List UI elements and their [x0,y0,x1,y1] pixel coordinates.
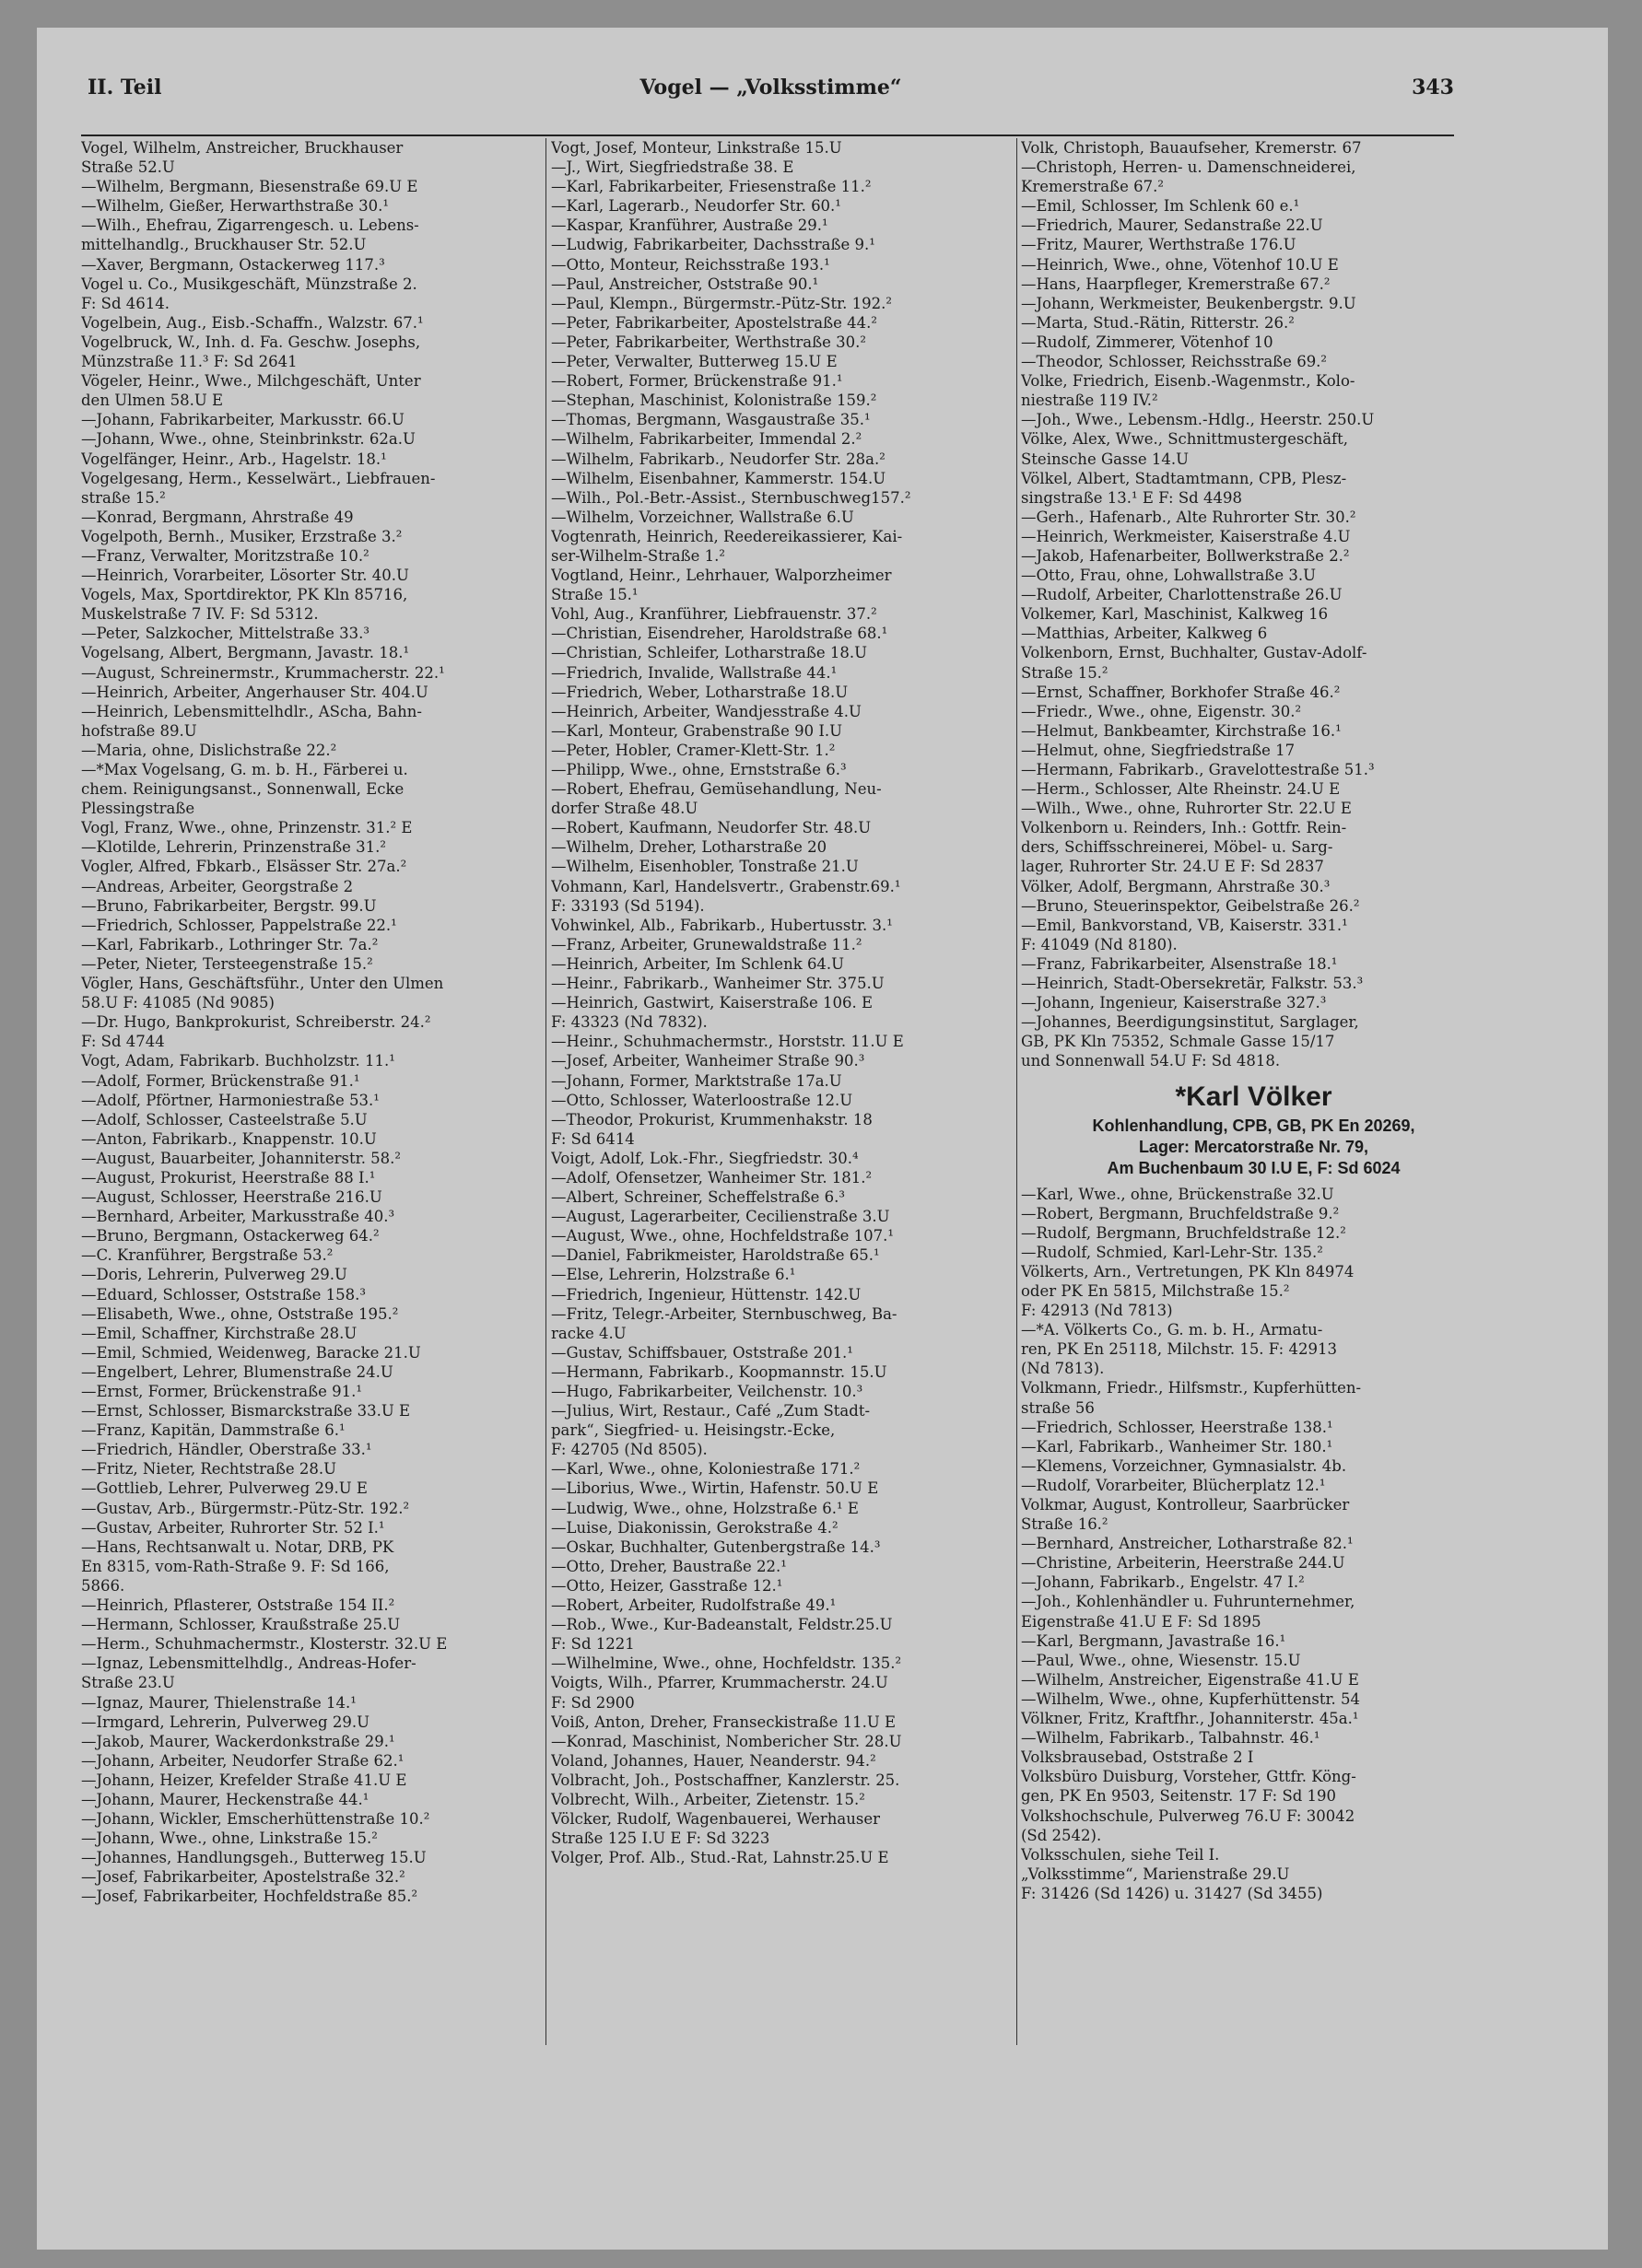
directory-line: —Robert, Kaufmann, Neudorfer Str. 48.U [551,819,872,837]
directory-line: dorfer Straße 48.U [551,800,698,818]
directory-line: —Theodor, Prokurist, Krummenhakstr. 18 [551,1110,873,1128]
directory-line: F: 42913 (Nd 7813) [1021,1302,1173,1320]
directory-line: —Adolf, Schlosser, Casteelstraße 5.U [81,1110,368,1128]
directory-line: —Heinrich, Wwe., ohne, Vötenhof 10.U E [1021,255,1339,274]
directory-line: —Emil, Schlosser, Im Schlenk 60 e.¹ [1021,197,1300,216]
directory-line: —Peter, Fabrikarbeiter, Werthstraße 30.² [551,333,866,351]
directory-line: —Ludwig, Wwe., ohne, Holzstraße 6.¹ E [551,1499,859,1517]
column-2 [551,138,1007,1867]
directory-line: —Wilhelm, Wwe., ohne, Kupferhüttenstr. 54 [1021,1689,1361,1708]
directory-line: —Johann, Former, Marktstraße 17a.U [551,1071,842,1090]
directory-line: —Friedrich, Schlosser, Pappelstraße 22.¹ [81,916,397,934]
directory-line: Vögler, Hans, Geschäftsführ., Unter den Ulmen [81,975,444,993]
directory-line: —Friedr., Wwe., ohne, Eigenstr. 30.² [1021,702,1302,720]
directory-line: —Robert, Former, Brückenstraße 91.¹ [551,372,843,391]
directory-line: Volk, Christoph, Bauaufseher, Kremerstr. 67 [1021,139,1362,157]
directory-line: —Hans, Rechtsanwalt u. Notar, DRB, PK [81,1537,394,1556]
directory-line: F: Sd 6414 [551,1129,635,1148]
directory-line: —Johann, Wwe., ohne, Linkstraße 15.² [81,1830,378,1848]
directory-line: 5866. [81,1576,125,1595]
directory-line: —Franz, Arbeiter, Grunewaldstraße 11.² [551,935,862,953]
directory-line: Volksbrausebad, Oststraße 2 I [1021,1748,1254,1767]
directory-line: Volkmann, Friedr., Hilfsmstr., Kupferhütten- [1021,1379,1362,1397]
directory-line: —Konrad, Maschinist, Nombericher Str. 28.U [551,1732,902,1750]
header-rule [81,134,1454,136]
directory-line: —Johann, Maurer, Heckenstraße 44.¹ [81,1790,369,1808]
directory-line: Straße 16.² [1021,1515,1108,1534]
directory-line: ren, PK En 25118, Milchstr. 15. F: 42913 [1021,1340,1337,1359]
directory-line: Vogtland, Heinr., Lehrhauer, Walporzheimer [551,567,892,585]
directory-line: —Herm., Schlosser, Alte Rheinstr. 24.U E [1021,780,1341,799]
directory-line: —Albert, Schreiner, Scheffelstraße 6.³ [551,1188,845,1207]
directory-line: —Wilhelm, Fabrikarb., Talbahnstr. 46.¹ [1021,1729,1320,1748]
directory-line: —Franz, Kapitän, Dammstraße 6.¹ [81,1421,346,1440]
directory-line: —Wilhelm, Bergmann, Biesenstraße 69.U E [81,178,418,196]
directory-line: —*Max Vogelsang, G. m. b. H., Färberei u. [81,761,408,778]
ad-line: Lager: Mercatorstraße Nr. 79, [1138,1137,1369,1156]
directory-line: —Xaver, Bergmann, Ostackerweg 117.³ [81,255,385,274]
directory-line: —Robert, Arbeiter, Rudolfstraße 49.¹ [551,1596,837,1615]
directory-line: —Josef, Fabrikarbeiter, Hochfeldstraße 85.² [81,1888,418,1906]
directory-line: —Peter, Verwalter, Butterweg 15.U E [551,353,838,371]
directory-line: singstraße 13.¹ E F: Sd 4498 [1021,488,1242,507]
directory-line: —Josef, Arbeiter, Wanheimer Straße 90.³ [551,1052,865,1070]
directory-line: —Heinrich, Lebensmittelhdlr., AScha, Bahn- [81,702,422,720]
directory-line: —Konrad, Bergmann, Ahrstraße 49 [81,508,354,526]
directory-line: —Friedrich, Weber, Lotharstraße 18.U [551,683,849,701]
column-divider [1016,138,1017,2045]
directory-line: Vogels, Max, Sportdirektor, PK Kln 85716, [81,586,408,604]
directory-line: —Friedrich, Schlosser, Heerstraße 138.¹ [1021,1418,1333,1436]
directory-line: —Ernst, Schaffner, Borkhofer Straße 46.² [1021,683,1341,701]
directory-line: oder PK En 5815, Milchstraße 15.² [1021,1281,1290,1300]
directory-line: —Gerh., Hafenarb., Alte Ruhrorter Str. 30.² [1021,508,1356,526]
directory-line: F: 41049 (Nd 8180). [1021,935,1178,953]
directory-line: —Peter, Salzkocher, Mittelstraße 33.³ [81,625,370,643]
directory-line: F: 31426 (Sd 1426) u. 31427 (Sd 3455) [1021,1884,1323,1902]
directory-line: —Karl, Fabrikarbeiter, Friesenstraße 11.² [551,178,872,196]
directory-line: —Emil, Schmied, Weidenweg, Baracke 21.U [81,1343,421,1362]
directory-line: —Robert, Ehefrau, Gemüsehandlung, Neu- [551,780,882,799]
directory-line: —Adolf, Ofensetzer, Wanheimer Str. 181.² [551,1168,873,1187]
directory-line: —Karl, Wwe., ohne, Koloniestraße 171.² [551,1460,861,1479]
directory-line: —Wilhelmine, Wwe., ohne, Hochfeldstr. 135.² [551,1654,902,1673]
directory-line: F: Sd 4744 [81,1033,165,1051]
directory-line: —Herm., Schuhmachermstr., Klosterstr. 32.U E [81,1635,448,1654]
directory-line: Volke, Friedrich, Eisenb.-Wagenmstr., Kolo- [1021,372,1355,391]
directory-line: Kremerstraße 67.² [1021,178,1164,196]
directory-line: —Rudolf, Zimmerer, Vötenhof 10 [1021,333,1273,351]
directory-line: Vogt, Adam, Fabrikarb. Buchholzstr. 11.¹ [81,1052,395,1070]
directory-line: —Wilh., Wwe., ohne, Ruhrorter Str. 22.U E [1021,800,1352,818]
directory-line: F: 33193 (Sd 5194). [551,896,705,915]
directory-line: —Theodor, Schlosser, Reichsstraße 69.² [1021,353,1328,371]
directory-line: —Ignaz, Maurer, Thielenstraße 14.¹ [81,1693,357,1712]
directory-line: —Gottlieb, Lehrer, Pulverweg 29.U E [81,1479,368,1498]
directory-line: —Heinrich, Gastwirt, Kaiserstraße 106. E [551,994,874,1012]
directory-line: —Bruno, Bergmann, Ostackerweg 64.² [81,1227,380,1245]
directory-line: —Wilh., Ehefrau, Zigarrengesch. u. Lebens- [81,216,419,235]
directory-line: —Otto, Monteur, Reichsstraße 193.¹ [551,255,830,274]
directory-line: —Johann, Werkmeister, Beukenbergstr. 9.U [1021,294,1356,312]
directory-line: —Johann, Wickler, Emscherhüttenstraße 10.² [81,1810,430,1829]
column-1 [81,138,537,1907]
directory-line: Völkerts, Arn., Vertretungen, PK Kln 84974 [1021,1262,1355,1280]
directory-line: Straße 15.² [1021,663,1108,682]
directory-line: niestraße 119 IV.² [1021,392,1158,410]
directory-line: Völke, Alex, Wwe., Schnittmustergeschäft, [1021,430,1349,449]
directory-line: —August, Lagerarbeiter, Cecilienstraße 3.U [551,1208,890,1226]
directory-line: —Jakob, Maurer, Wackerdonkstraße 29.¹ [81,1732,395,1750]
directory-line: —Heinrich, Arbeiter, Wandjesstraße 4.U [551,702,862,720]
column-3 [1021,138,1486,1903]
directory-line: —Wilhelm, Fabrikarb., Neudorfer Str. 28a.² [551,450,886,468]
directory-line: —Franz, Verwalter, Moritzstraße 10.² [81,546,369,565]
directory-line: —August, Prokurist, Heerstraße 88 I.¹ [81,1168,376,1187]
directory-line: —Hermann, Schlosser, Kraußstraße 25.U [81,1616,401,1634]
directory-line: —Gustav, Schiffsbauer, Oststraße 201.¹ [551,1343,853,1362]
directory-line: F: 42705 (Nd 8505). [551,1441,708,1459]
directory-line: Straße 15.¹ [551,586,639,604]
directory-line: —Wilhelm, Gießer, Herwarthstraße 30.¹ [81,197,389,216]
directory-line: —Johann, Heizer, Krefelder Straße 41.U E [81,1771,407,1789]
directory-line: —Karl, Fabrikarb., Lothringer Str. 7a.² [81,935,379,953]
directory-line: —Adolf, Former, Brückenstraße 91.¹ [81,1071,360,1090]
directory-line: ders, Schiffsschreinerei, Möbel- u. Sarg- [1021,838,1333,857]
directory-line: —Rudolf, Bergmann, Bruchfeldstraße 12.² [1021,1223,1346,1242]
directory-line: —Otto, Dreher, Baustraße 22.¹ [551,1557,787,1575]
directory-line: —Karl, Monteur, Grabenstraße 90 I.U [551,721,842,740]
directory-line: —Wilhelm, Eisenbahner, Kammerstr. 154.U [551,469,886,487]
directory-line: den Ulmen 58.U E [81,392,224,410]
page-number: 343 [1412,76,1454,99]
directory-line: —Johann, Arbeiter, Neudorfer Straße 62.¹ [81,1751,405,1770]
directory-line: —Friedrich, Ingenieur, Hüttenstr. 142.U [551,1285,862,1304]
directory-line: park“, Siegfried- u. Heisingstr.-Ecke, [551,1421,836,1440]
directory-line: F: Sd 4614. [81,294,170,312]
directory-line: mittelhandlg., Bruckhauser Str. 52.U [81,236,367,254]
directory-line: —Rudolf, Schmied, Karl-Lehr-Str. 135.² [1021,1243,1323,1261]
directory-line: —Peter, Hobler, Cramer-Klett-Str. 1.² [551,741,836,759]
directory-line: —Klotilde, Lehrerin, Prinzenstraße 31.² [81,838,387,857]
directory-line: —Kaspar, Kranführer, Austraße 29.¹ [551,216,828,235]
directory-line: —*A. Völkerts Co., G. m. b. H., Armatu- [1021,1321,1323,1339]
directory-line: Plessingstraße [81,800,195,818]
directory-line: —Fritz, Telegr.-Arbeiter, Sternbuschweg, Ba- [551,1304,897,1323]
directory-line: Vogelsang, Albert, Bergmann, Javastr. 18.¹ [81,644,410,662]
directory-line: —Stephan, Maschinist, Kolonistraße 159.² [551,392,877,410]
directory-line: ser-Wilhelm-Straße 1.² [551,546,725,565]
directory-line: F: 43323 (Nd 7832). [551,1013,708,1032]
directory-line: —Otto, Schlosser, Waterloostraße 12.U [551,1091,853,1109]
directory-line: Völcker, Rudolf, Wagenbauerei, Werhauser [551,1810,881,1829]
directory-line: Voigts, Wilh., Pfarrer, Krummacherstr. 24.U [551,1674,888,1692]
directory-line: hofstraße 89.U [81,721,197,740]
directory-line: Völker, Adolf, Bergmann, Ahrstraße 30.³ [1021,877,1331,895]
directory-line: —Johannes, Beerdigungsinstitut, Sarglager, [1021,1013,1359,1032]
directory-line: —Rob., Wwe., Kur-Badeanstalt, Feldstr.25.U [551,1616,893,1634]
directory-line: —Joh., Kohlenhändler u. Fuhrunternehmer, [1021,1593,1355,1611]
directory-line: Volkenborn u. Reinders, Inh.: Gottfr. Rein- [1021,819,1347,837]
directory-line: Vogelbein, Aug., Eisb.-Schaffn., Walzstr. 67.¹ [81,313,424,332]
directory-line: Münzstraße 11.³ F: Sd 2641 [81,353,298,371]
directory-line: —Wilhelm, Anstreicher, Eigenstraße 41.U E [1021,1670,1359,1689]
directory-line: —Josef, Fabrikarbeiter, Apostelstraße 32.² [81,1868,405,1887]
directory-line: „Volksstimme“, Marienstraße 29.U [1021,1865,1290,1883]
directory-line: —Peter, Nieter, Tersteegenstraße 15.² [81,954,373,973]
directory-line: Völkel, Albert, Stadtamtmann, CPB, Plesz- [1021,469,1347,487]
directory-line: —Karl, Bergmann, Javastraße 16.¹ [1021,1631,1286,1650]
directory-line: —Robert, Bergmann, Bruchfeldstraße 9.² [1021,1204,1340,1222]
directory-line: —Karl, Fabrikarb., Wanheimer Str. 180.¹ [1021,1437,1333,1455]
directory-line: —Eduard, Schlosser, Oststraße 158.³ [81,1285,366,1304]
directory-line: —Oskar, Buchhalter, Gutenbergstraße 14.³ [551,1537,881,1556]
directory-line: —C. Kranführer, Bergstraße 53.² [81,1246,334,1265]
ad-name: *Karl Völker [1175,1081,1332,1112]
advertisement-karl-voelker [1021,1079,1486,1179]
directory-line: Voiß, Anton, Dreher, Franseckistraße 11.U E [551,1713,897,1731]
directory-line: —August, Wwe., ohne, Hochfeldstraße 107.¹ [551,1227,894,1245]
directory-line: —J., Wirt, Siegfriedstraße 38. E [551,158,794,177]
directory-line: straße 15.² [81,488,166,507]
directory-line: Vogelgesang, Herm., Kesselwärt., Liebfrauen- [81,469,436,487]
directory-line: —Bruno, Steuerinspektor, Geibelstraße 26.² [1021,896,1360,915]
directory-line: —Thomas, Bergmann, Wasgaustraße 35.¹ [551,411,871,429]
directory-line: Voigt, Adolf, Lok.-Fhr., Siegfriedstr. 30.⁴ [551,1149,859,1167]
directory-line: —Ludwig, Fabrikarbeiter, Dachsstraße 9.¹ [551,236,875,254]
directory-line: —August, Schreinermstr., Krummacherstr. 22.¹ [81,663,445,682]
directory-line: GB, PK Kln 75352, Schmale Gasse 15/17 [1021,1033,1335,1051]
directory-line: —Marta, Stud.-Rätin, Ritterstr. 26.² [1021,313,1295,332]
directory-line: —Heinrich, Stadt-Obersekretär, Falkstr. 53.³ [1021,975,1364,993]
directory-line: Eigenstraße 41.U E F: Sd 1895 [1021,1612,1261,1631]
directory-line: —Wilhelm, Dreher, Lotharstraße 20 [551,838,827,857]
directory-line: —Hans, Haarpfleger, Kremerstraße 67.² [1021,275,1331,293]
directory-line: Vogler, Alfred, Fbkarb., Elsässer Str. 27a.² [81,858,407,876]
directory-line: —Engelbert, Lehrer, Blumenstraße 24.U [81,1362,393,1381]
directory-line: Vogelfänger, Heinr., Arb., Hagelstr. 18.¹ [81,450,387,468]
directory-line: —Emil, Bankvorstand, VB, Kaiserstr. 331.¹ [1021,916,1348,934]
directory-line: —Adolf, Pförtner, Harmoniestraße 53.¹ [81,1091,380,1109]
directory-line: —Friedrich, Invalide, Wallstraße 44.¹ [551,663,838,682]
directory-line: 58.U F: 41085 (Nd 9085) [81,994,275,1012]
directory-line: —Dr. Hugo, Bankprokurist, Schreiberstr. 24.² [81,1013,431,1032]
directory-line: —Ernst, Former, Brückenstraße 91.¹ [81,1383,362,1400]
directory-line: Volkemer, Karl, Maschinist, Kalkweg 16 [1021,605,1329,624]
directory-line: —Liborius, Wwe., Wirtin, Hafenstr. 50.U E [551,1479,879,1498]
directory-line: Volger, Prof. Alb., Stud.-Rat, Lahnstr.25.U E [551,1849,889,1867]
directory-line: —Klemens, Vorzeichner, Gymnasialstr. 4b. [1021,1456,1347,1475]
directory-line: Vogl, Franz, Wwe., ohne, Prinzenstr. 31.² E [81,819,413,837]
directory-line: —Johann, Fabrikarb., Engelstr. 47 I.² [1021,1573,1305,1592]
directory-line: —Julius, Wirt, Restaur., Café „Zum Stadt- [551,1402,871,1420]
directory-line: Volbrecht, Wilh., Arbeiter, Zietenstr. 15.² [551,1790,865,1808]
directory-line: —Karl, Lagerarb., Neudorfer Str. 60.¹ [551,197,841,216]
directory-line: —Gustav, Arb., Bürgermstr.-Pütz-Str. 192.² [81,1499,410,1517]
directory-line: Steinsche Gasse 14.U [1021,450,1190,468]
directory-line: Volkenborn, Ernst, Buchhalter, Gustav-Adolf- [1021,644,1367,662]
directory-line: —Heinrich, Pflasterer, Oststraße 154 II.² [81,1596,395,1615]
directory-line: —Heinr., Fabrikarb., Wanheimer Str. 375.U [551,975,885,993]
directory-line: (Nd 7813). [1021,1360,1105,1378]
directory-line: —Otto, Frau, ohne, Lohwallstraße 3.U [1021,567,1316,585]
directory-line: gen, PK En 9503, Seitenstr. 17 F: Sd 190 [1021,1787,1337,1806]
directory-line: —Helmut, Bankbeamter, Kirchstraße 16.¹ [1021,721,1342,740]
directory-line: —Andreas, Arbeiter, Georgstraße 2 [81,877,354,895]
directory-line: —Daniel, Fabrikmeister, Haroldstraße 65.¹ [551,1246,880,1265]
directory-line: straße 56 [1021,1398,1095,1417]
directory-line: —Bernhard, Arbeiter, Markusstraße 40.³ [81,1208,395,1226]
directory-line: Vogt, Josef, Monteur, Linkstraße 15.U [551,139,842,157]
directory-line: Vogtenrath, Heinrich, Reedereikassierer, Kai- [551,527,903,545]
directory-line: —Matthias, Arbeiter, Kalkweg 6 [1021,625,1268,643]
directory-line: Volksbüro Duisburg, Vorsteher, Gttfr. Köng- [1021,1768,1356,1786]
directory-line: —Emil, Schaffner, Kirchstraße 28.U [81,1324,358,1342]
directory-line: —Irmgard, Lehrerin, Pulverweg 29.U [81,1713,369,1731]
directory-line: —Ignaz, Lebensmittelhdlg., Andreas-Hofer- [81,1654,416,1673]
directory-line: —Christian, Schleifer, Lotharstraße 18.U [551,644,868,662]
directory-line: —Luise, Diakonissin, Gerokstraße 4.² [551,1518,839,1537]
directory-line: —Hermann, Fabrikarb., Gravelottestraße 51.³ [1021,761,1375,778]
directory-line: Voland, Johannes, Hauer, Neanderstr. 94.² [551,1751,876,1770]
directory-line: —Paul, Wwe., ohne, Wiesenstr. 15.U [1021,1651,1301,1669]
directory-line: Straße 52.U [81,158,175,177]
directory-line: racke 4.U [551,1324,627,1342]
directory-line: —Peter, Fabrikarbeiter, Apostelstraße 44.² [551,313,878,332]
directory-line: Volkmar, August, Kontrolleur, Saarbrücker [1021,1496,1350,1514]
directory-line: Volkshochschule, Pulverweg 76.U F: 30042 [1021,1806,1355,1825]
directory-line: —Heinr., Schuhmachermstr., Horststr. 11.U E [551,1033,904,1051]
directory-line: —Christian, Eisendreher, Haroldstraße 68.¹ [551,625,888,643]
directory-line: Volbracht, Joh., Postschaffner, Kanzlerstr. 25. [551,1771,900,1789]
directory-line: Vohl, Aug., Kranführer, Liebfrauenstr. 37.² [551,605,877,624]
directory-line: En 8315, vom-Rath-Straße 9. F: Sd 166, [81,1557,390,1575]
column-divider [545,138,546,2045]
directory-line: Vogelbruck, W., Inh. d. Fa. Geschw. Josephs, [81,333,421,351]
directory-line: —Doris, Lehrerin, Pulverweg 29.U [81,1266,347,1284]
directory-line: —Heinrich, Arbeiter, Im Schlenk 64.U [551,954,845,973]
directory-line: Vogel u. Co., Musikgeschäft, Münzstraße 2. [81,275,417,293]
directory-line: Muskelstraße 7 IV. F: Sd 5312. [81,605,319,624]
directory-line: —Friedrich, Händler, Oberstraße 33.¹ [81,1441,372,1459]
directory-line: —Christine, Arbeiterin, Heerstraße 244.U [1021,1554,1345,1572]
directory-line: —Fritz, Nieter, Rechtstraße 28.U [81,1460,337,1479]
directory-line: —Franz, Fabrikarbeiter, Alsenstraße 18.¹ [1021,954,1338,973]
directory-line: —Wilhelm, Fabrikarbeiter, Immendal 2.² [551,430,862,449]
directory-line: —Wilhelm, Vorzeichner, Wallstraße 6.U [551,508,854,526]
directory-line: —Heinrich, Vorarbeiter, Lösorter Str. 40.U [81,567,409,585]
page-header [88,76,1454,107]
directory-line: —Heinrich, Werkmeister, Kaiserstraße 4.U [1021,527,1351,545]
ad-line: Am Buchenbaum 30 I.U E, F: Sd 6024 [1107,1158,1401,1177]
directory-line: —Heinrich, Arbeiter, Angerhauser Str. 404.U [81,683,428,701]
directory-line: —Joh., Wwe., Lebensm.-Hdlg., Heerstr. 250.U [1021,411,1375,429]
directory-line: —Anton, Fabrikarb., Knappenstr. 10.U [81,1129,377,1148]
header-range: Vogel — „Volksstimme“ [639,76,902,99]
directory-line: —Paul, Klempn., Bürgermstr.-Pütz-Str. 192.² [551,294,893,312]
directory-line: —Gustav, Arbeiter, Ruhrorter Str. 52 I.¹ [81,1518,385,1537]
directory-line: —Rudolf, Arbeiter, Charlottenstraße 26.U [1021,586,1343,604]
directory-line: —Wilh., Pol.-Betr.-Assist., Sternbuschweg157.² [551,488,911,507]
ad-line: Kohlenhandlung, CPB, GB, PK En 20269, [1092,1116,1415,1135]
directory-line: —Bernhard, Anstreicher, Lotharstraße 82.¹ [1021,1535,1354,1553]
directory-line: —Ernst, Schlosser, Bismarckstraße 33.U E [81,1402,411,1420]
directory-line: Volksschulen, siehe Teil I. [1021,1845,1220,1864]
directory-line: chem. Reinigungsanst., Sonnenwall, Ecke [81,780,405,799]
directory-line: —Wilhelm, Eisenhobler, Tonstraße 21.U [551,858,859,876]
directory-line: Vogel, Wilhelm, Anstreicher, Bruckhauser [81,139,404,157]
directory-line: Vogelpoth, Bernh., Musiker, Erzstraße 3.² [81,527,403,545]
directory-line: (Sd 2542). [1021,1826,1102,1844]
directory-line: —August, Schlosser, Heerstraße 216.U [81,1188,382,1207]
directory-line: —Christoph, Herren- u. Damenschneiderei, [1021,158,1356,177]
directory-line: —Karl, Wwe., ohne, Brückenstraße 32.U [1021,1185,1334,1203]
directory-line: —August, Bauarbeiter, Johanniterstr. 58.² [81,1149,402,1167]
directory-line: Straße 23.U [81,1674,175,1692]
directory-line: —Hermann, Fabrikarb., Koopmannstr. 15.U [551,1362,887,1381]
directory-line: —Johannes, Handlungsgeh., Butterweg 15.U [81,1849,427,1867]
directory-line: Straße 125 I.U E F: Sd 3223 [551,1830,770,1848]
directory-line: —Elisabeth, Wwe., ohne, Oststraße 195.² [81,1304,399,1323]
directory-line: F: Sd 1221 [551,1635,635,1654]
directory-line: —Hugo, Fabrikarbeiter, Veilchenstr. 10.³ [551,1383,863,1400]
directory-line: —Johann, Fabrikarbeiter, Markusstr. 66.U [81,411,405,429]
directory-line: F: Sd 2900 [551,1693,635,1712]
directory-line: lager, Ruhrorter Str. 24.U E F: Sd 2837 [1021,858,1324,876]
directory-line: —Philipp, Wwe., ohne, Ernststraße 6.³ [551,761,847,778]
directory-line: —Johann, Wwe., ohne, Steinbrinkstr. 62a.U [81,430,416,449]
header-part: II. Teil [88,76,162,99]
directory-line: —Friedrich, Maurer, Sedanstraße 22.U [1021,216,1323,235]
directory-line: Vohwinkel, Alb., Fabrikarb., Hubertusstr. 3.¹ [551,916,893,934]
directory-line: —Johann, Ingenieur, Kaiserstraße 327.³ [1021,994,1327,1012]
directory-line: Vögeler, Heinr., Wwe., Milchgeschäft, Unter [81,372,421,391]
directory-line: —Bruno, Fabrikarbeiter, Bergstr. 99.U [81,896,377,915]
directory-line: Völkner, Fritz, Kraftfhr., Johanniterstr. 45a.¹ [1021,1710,1359,1728]
directory-line: —Jakob, Hafenarbeiter, Bollwerkstraße 2.² [1021,546,1350,565]
directory-line: —Else, Lehrerin, Holzstraße 6.¹ [551,1266,796,1284]
directory-line: —Maria, ohne, Dislichstraße 22.² [81,741,337,759]
directory-line: Vohmann, Karl, Handelsvertr., Grabenstr.69.¹ [551,877,901,895]
directory-line: —Fritz, Maurer, Werthstraße 176.U [1021,236,1296,254]
directory-line: —Paul, Anstreicher, Oststraße 90.¹ [551,275,819,293]
directory-line: und Sonnenwall 54.U F: Sd 4818. [1021,1052,1281,1070]
directory-line: —Otto, Heizer, Gasstraße 12.¹ [551,1576,783,1595]
directory-line: —Helmut, ohne, Siegfriedstraße 17 [1021,741,1296,759]
directory-line: —Rudolf, Vorarbeiter, Blücherplatz 12.¹ [1021,1476,1326,1494]
